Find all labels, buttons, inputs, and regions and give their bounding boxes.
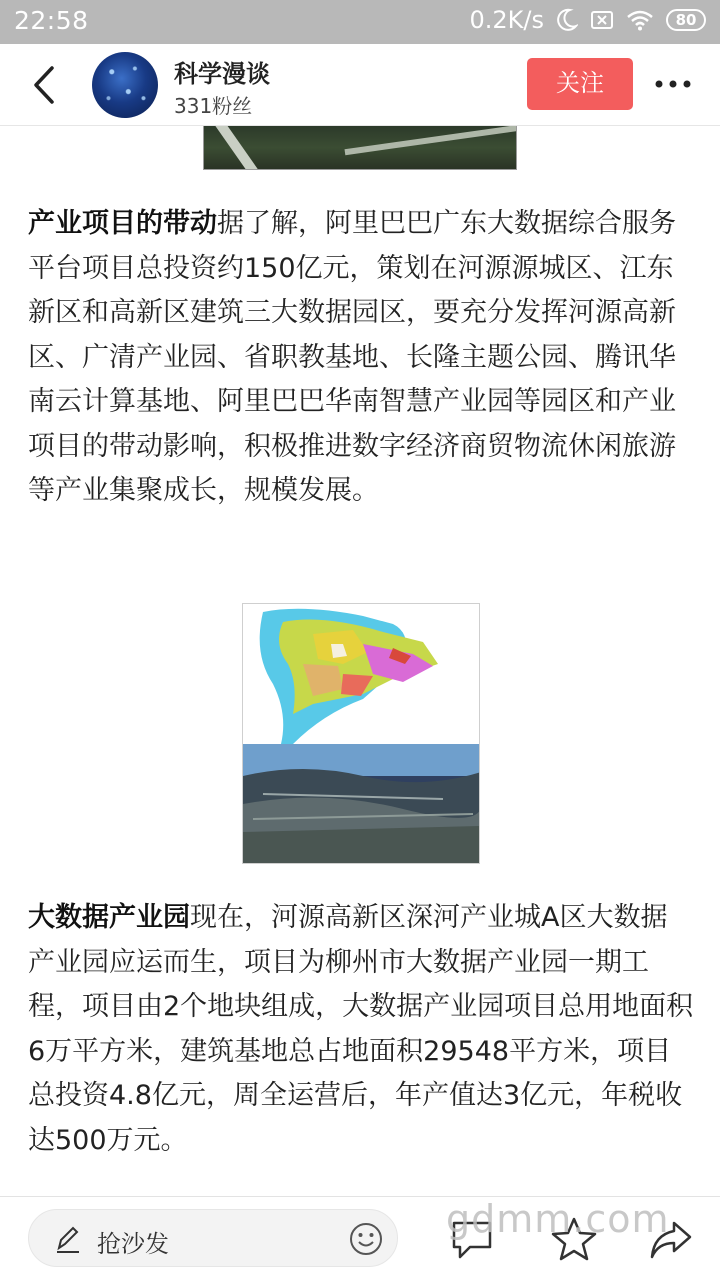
more-button[interactable] [654,70,694,98]
back-button[interactable] [26,62,66,108]
pen-icon [55,1224,83,1254]
paragraph-text: 据了解，阿里巴巴广东大数据综合服务平台项目总投资约150亿元，策划在河源源城区、江东新区和高新区建筑三大数据园区，要充分发挥河源高新区、广清产业园、省职教基地、长隆主题公园、腾讯华南云计算基地、阿里巴巴华南智慧产业园等园区和产业项目的带动影响，积极推进数字经济商贸物流休闲旅游等产业集聚成长，规模发展。 [28,208,676,506]
bottom-action-bar [0,1196,720,1280]
article-content [0,126,720,1196]
status-bar [0,0,720,44]
article-image-top[interactable] [203,126,517,170]
status-time: 22:58 [14,6,89,35]
moon-icon [556,8,578,32]
paragraph-text: 现在，河源高新区深河产业城A区大数据产业园应运而生，项目为柳州市大数据产业园一期工程，项目由2个地块组成，大数据产业园项目总用地面积6万平方米，建筑基地总占地面积29548平方米，项目总投资4.8亿元，周全运营后，年产值达3亿元，年税收达500万元。 [28,902,694,1156]
more-dots-icon [654,70,694,98]
net-speed: 0.2K/s [469,6,544,34]
article-paragraph [28,202,694,514]
article-header [0,44,720,126]
status-icons [470,6,707,34]
paragraph-lead: 产业项目的带动 [28,208,217,239]
emoji-icon[interactable] [349,1222,383,1256]
back-arrow-icon [26,62,66,108]
watermark: gdmm.com [446,1197,670,1241]
article-paragraph [28,896,694,1163]
follow-button[interactable]: 关注 [527,58,633,110]
sim-off-icon [590,9,614,31]
author-name[interactable]: 科学漫谈 [174,60,270,88]
comment-input[interactable] [28,1209,398,1267]
author-avatar[interactable] [92,52,158,118]
article-image-map[interactable] [242,603,480,864]
author-fans-count: 331粉丝 [174,94,253,118]
comment-placeholder: 抢沙发 [97,1230,169,1258]
wifi-icon [626,9,654,31]
battery-icon: 80 [666,9,706,31]
paragraph-lead: 大数据产业园 [28,902,190,933]
